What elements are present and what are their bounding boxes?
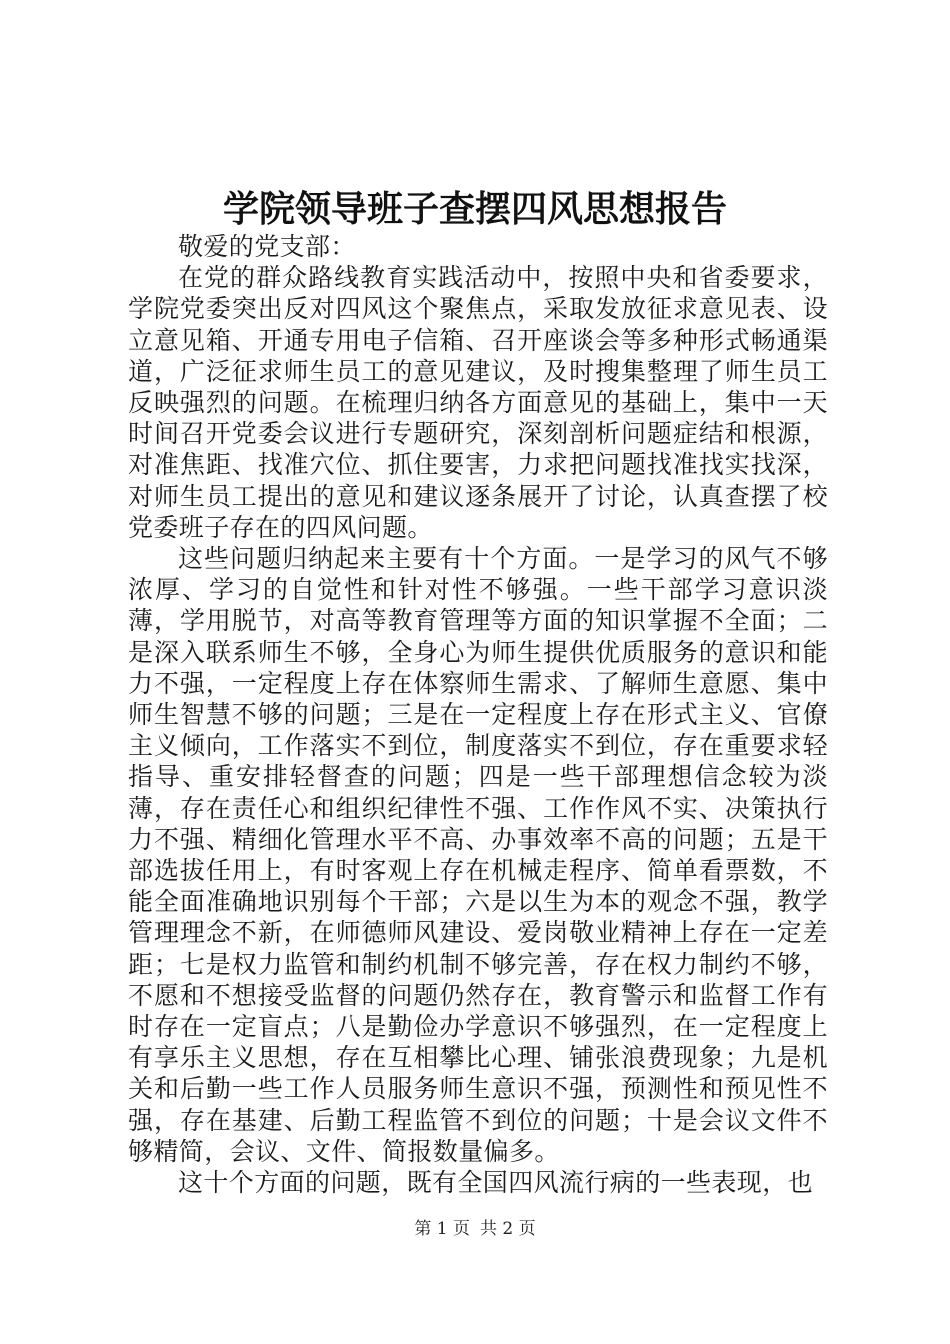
paragraph-1: 在党的群众路线教育实践活动中，按照中央和省委要求，学院党委突出反对四风这个聚焦点，采取发放征求意见表、设立意见箱、开通专用电子信箱、召开座谈会等多种形式畅通渠道，广泛征求师生员工的意见建议，及时搜集整理了师生员工反映强烈的问题。在梳理归纳各方面意见的基础上，集中一天时间召开党委会议进行专题研究，深刻剖析问题症结和根源，对准焦距、找准穴位、抓住要害，力求把问题找准找实找深，对师生员工提出的意见和建议逐条展开了讨论，认真查摆了校党委班子存在的四风问题。 [128,263,828,542]
document-title: 学院领导班子查摆四风思想报告 [222,188,727,230]
page-total: 共 2 页 [480,1219,536,1239]
document-body [128,231,828,1198]
paragraph-2: 这些问题归纳起来主要有十个方面。一是学习的风气不够浓厚、学习的自觉性和针对性不够强。一些干部学习意识淡薄，学用脱节，对高等教育管理等方面的知识掌握不全面；二是深入联系师生不够，全身心为师生提供优质服务的意识和能力不强，一定程度上存在体察师生需求、了解师生意愿、集中师生智慧不够的问题；三是在一定程度上存在形式主义、官僚主义倾向，工作落实不到位，制度落实不到位，存在重要求轻指导、重安排轻督查的问题；四是一些干部理想信念较为淡薄，存在责任心和组织纪律性不强、工作作风不实、决策执行力不强、精细化管理水平不高、办事效率不高的问题；五是干部选拔任用上，有时客观上存在机械走程序、简单看票数，不能全面准确地识别每个干部；六是以生为本的观念不强，教学管理理念不新，在师德师风建设、爱岗敬业精神上存在一定差距；七是权力监管和制约机制不够完善，存在权力制约不够，不愿和不想接受监督的问题仍然存在，教育警示和监督工作有时存在一定盲点；八是勤俭办学意识不够强烈，在一定程度上有享乐主义思想，存在互相攀比心理、铺张浪费现象；九是机关和后勤一些工作人员服务师生意识不强，预测性和预见性不强，存在基建、后勤工程监管不到位的问题；十是会议文件不够精简，会议、文件、简报数量偏多。 [128,544,828,1166]
page-number: 第 1 页 [414,1219,470,1239]
page-footer [0,1214,950,1239]
salutation: 敬爱的党支部： [178,232,356,261]
paragraph-3: 这十个方面的问题，既有全国四风流行病的一些表现，也 [178,1168,814,1198]
